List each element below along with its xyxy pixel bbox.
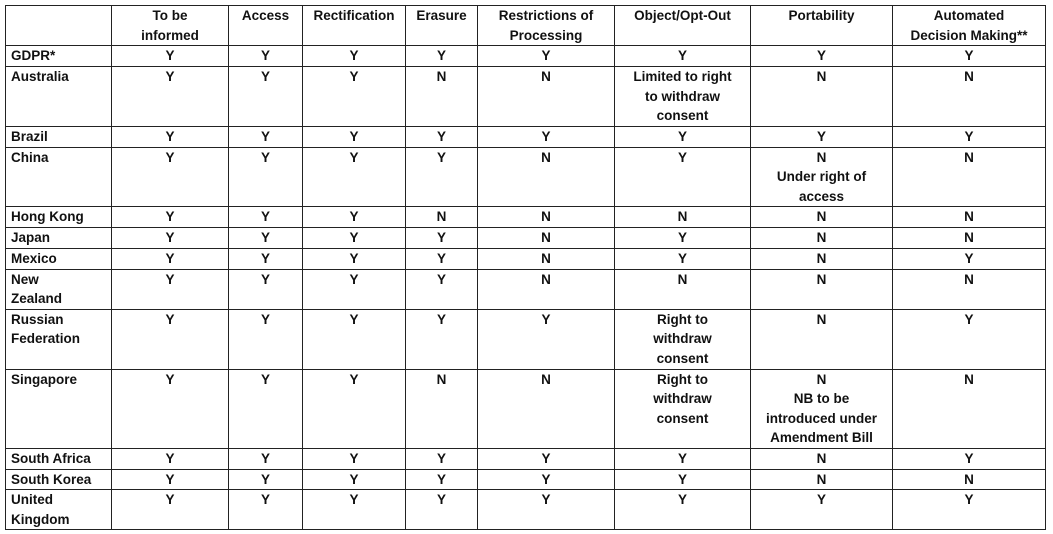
- data-rights-table: [5, 5, 1046, 530]
- cell-text-line: N: [541, 250, 551, 266]
- cell-rectification: [303, 269, 406, 309]
- country-cell: [6, 448, 112, 469]
- cell-text-line: N: [816, 271, 827, 287]
- cell-rectification: [303, 126, 406, 147]
- table-container: [5, 5, 1046, 530]
- table-row-china: [6, 147, 1046, 207]
- cell-erasure: [406, 369, 478, 448]
- cell-text-line: Y: [436, 471, 446, 487]
- cell-erasure: [406, 228, 478, 249]
- cell-text-line: Y: [349, 230, 359, 245]
- cell-text-line: Y: [165, 471, 175, 487]
- cell-portability: [751, 126, 893, 147]
- cell-restrictions: [478, 269, 615, 309]
- cell-restrictions: [478, 309, 615, 369]
- cell-text-line: N: [816, 450, 827, 466]
- cell-rectification: [303, 490, 406, 530]
- cell-erasure: [406, 67, 478, 127]
- cell-text-line: Y: [165, 149, 175, 165]
- cell-text-line: GDPR*: [11, 48, 56, 63]
- country-cell: [6, 469, 112, 490]
- cell-portability: [751, 147, 893, 207]
- cell-text-line: Brazil: [11, 128, 48, 144]
- cell-access: [229, 126, 303, 147]
- cell-erasure: [406, 269, 478, 309]
- cell-text-line: N: [816, 471, 827, 487]
- cell-automated: [893, 269, 1046, 309]
- cell-access: [229, 309, 303, 369]
- cell-text-line: Y: [349, 271, 359, 287]
- cell-rectification: [303, 228, 406, 249]
- cell-text-line: New: [11, 271, 39, 287]
- country-cell: [6, 147, 112, 207]
- cell-text-line: Federation: [11, 331, 81, 346]
- cell-text-line: Limited to right: [633, 69, 732, 84]
- cell-access: [229, 207, 303, 228]
- cell-text-line: Y: [260, 371, 270, 387]
- cell-restrictions: [478, 207, 615, 228]
- cell-automated: [893, 147, 1046, 207]
- country-cell: [6, 248, 112, 269]
- cell-informed: [112, 490, 229, 530]
- table-row-australia: [6, 67, 1046, 127]
- cell-informed: [112, 269, 229, 309]
- cell-restrictions: [478, 490, 615, 530]
- country-cell: [6, 309, 112, 369]
- cell-restrictions: [478, 228, 615, 249]
- cell-text-line: Y: [436, 149, 446, 165]
- cell-text-line: Y: [349, 471, 359, 487]
- cell-informed: [112, 67, 229, 127]
- cell-access: [229, 248, 303, 269]
- cell-text-line: Y: [436, 48, 446, 63]
- cell-automated: [893, 309, 1046, 369]
- cell-text-line: Y: [260, 69, 270, 84]
- cell-informed: [112, 248, 229, 269]
- cell-text-line: Y: [964, 48, 974, 63]
- cell-text-line: Under right of: [776, 169, 867, 184]
- cell-object: [615, 309, 751, 369]
- cell-text-line: Y: [349, 128, 359, 144]
- cell-text-line: N: [436, 371, 447, 387]
- cell-text-line: Y: [541, 471, 551, 487]
- cell-restrictions: [478, 126, 615, 147]
- cell-text-line: Y: [349, 69, 359, 84]
- cell-informed: [112, 448, 229, 469]
- cell-rectification: [303, 309, 406, 369]
- cell-text-line: N: [816, 250, 827, 266]
- country-cell: [6, 126, 112, 147]
- cell-text-line: Y: [436, 230, 446, 245]
- cell-text-line: Y: [677, 492, 687, 507]
- cell-text-line: N: [964, 69, 974, 84]
- column-header-erasure: [406, 6, 478, 46]
- cell-text-line: introduced under: [766, 410, 877, 426]
- cell-text-line: N: [541, 230, 551, 245]
- cell-text-line: Singapore: [11, 371, 78, 387]
- cell-text-line: China: [11, 149, 49, 165]
- cell-text-line: Processing: [509, 27, 583, 43]
- cell-rectification: [303, 469, 406, 490]
- cell-text-line: Y: [964, 450, 974, 466]
- cell-automated: [893, 448, 1046, 469]
- cell-text-line: Y: [436, 311, 446, 327]
- cell-text-line: Y: [541, 48, 551, 63]
- cell-text-line: informed: [141, 27, 199, 43]
- cell-rectification: [303, 147, 406, 207]
- cell-text-line: Right to: [657, 311, 708, 327]
- cell-text-line: access: [798, 188, 845, 204]
- cell-text-line: Y: [165, 250, 175, 266]
- country-cell: [6, 207, 112, 228]
- cell-informed: [112, 126, 229, 147]
- cell-text-line: N: [436, 209, 447, 224]
- cell-text-line: Y: [541, 492, 551, 507]
- cell-access: [229, 469, 303, 490]
- table-row-brazil: [6, 126, 1046, 147]
- cell-text-line: Y: [677, 48, 687, 63]
- table-row-south-korea: [6, 469, 1046, 490]
- cell-text-line: Y: [260, 450, 270, 466]
- cell-text-line: consent: [656, 108, 709, 123]
- table-row-russian-federation: [6, 309, 1046, 369]
- cell-text-line: Access: [241, 8, 290, 23]
- table-row-hong-kong: [6, 207, 1046, 228]
- cell-portability: [751, 309, 893, 369]
- cell-text-line: Y: [541, 311, 551, 327]
- cell-text-line: Y: [165, 48, 175, 63]
- cell-text-line: N: [541, 271, 551, 287]
- cell-text-line: Australia: [11, 69, 69, 84]
- cell-text-line: N: [964, 371, 974, 387]
- cell-erasure: [406, 309, 478, 369]
- table-row-united-kingdom: [6, 490, 1046, 530]
- cell-text-line: Y: [165, 311, 175, 327]
- cell-text-line: Y: [677, 250, 687, 266]
- cell-text-line: Y: [964, 311, 974, 327]
- cell-erasure: [406, 448, 478, 469]
- cell-text-line: N: [964, 209, 974, 224]
- cell-automated: [893, 228, 1046, 249]
- cell-restrictions: [478, 147, 615, 207]
- cell-text-line: Y: [260, 230, 270, 245]
- cell-text-line: consent: [656, 410, 709, 426]
- cell-text-line: Y: [677, 450, 687, 466]
- cell-restrictions: [478, 46, 615, 67]
- cell-access: [229, 448, 303, 469]
- cell-informed: [112, 46, 229, 67]
- cell-text-line: Y: [165, 450, 175, 466]
- cell-portability: [751, 448, 893, 469]
- cell-portability: [751, 369, 893, 448]
- cell-rectification: [303, 369, 406, 448]
- cell-text-line: Y: [964, 128, 974, 144]
- cell-text-line: Y: [349, 311, 359, 327]
- country-cell: [6, 46, 112, 67]
- column-header-access: [229, 6, 303, 46]
- cell-text-line: Y: [816, 492, 826, 507]
- cell-rectification: [303, 207, 406, 228]
- cell-text-line: Y: [260, 48, 270, 63]
- cell-text-line: Y: [260, 492, 270, 507]
- cell-restrictions: [478, 369, 615, 448]
- cell-text-line: N: [964, 471, 974, 487]
- column-header-country: [6, 6, 112, 46]
- cell-text-line: Y: [260, 128, 270, 144]
- cell-text-line: Y: [260, 471, 270, 487]
- cell-text-line: Y: [677, 128, 687, 144]
- cell-text-line: Y: [541, 128, 551, 144]
- table-row-mexico: [6, 248, 1046, 269]
- column-header-portability: [751, 6, 893, 46]
- cell-text-line: Y: [677, 149, 687, 165]
- cell-text-line: Mexico: [11, 250, 57, 266]
- cell-portability: [751, 228, 893, 249]
- table-row-singapore: [6, 369, 1046, 448]
- cell-text-line: N: [816, 149, 827, 165]
- cell-text-line: N: [541, 209, 551, 224]
- cell-text-line: Russian: [11, 311, 64, 327]
- cell-text-line: Portability: [788, 8, 855, 23]
- cell-text-line: Y: [436, 492, 446, 507]
- cell-text-line: Erasure: [416, 8, 467, 23]
- country-cell: [6, 369, 112, 448]
- cell-access: [229, 67, 303, 127]
- cell-text-line: Y: [349, 250, 359, 266]
- cell-text-line: N: [816, 311, 827, 327]
- cell-restrictions: [478, 469, 615, 490]
- cell-text-line: Y: [436, 271, 446, 287]
- cell-text-line: N: [541, 149, 551, 165]
- cell-text-line: withdraw: [653, 331, 712, 346]
- cell-text-line: Y: [677, 230, 687, 245]
- cell-automated: [893, 207, 1046, 228]
- table-body: [6, 46, 1046, 530]
- cell-automated: [893, 126, 1046, 147]
- table-row-japan: [6, 228, 1046, 249]
- cell-text-line: Y: [260, 311, 270, 327]
- cell-text-line: To be: [152, 8, 188, 23]
- cell-text-line: Restrictions of: [498, 8, 594, 23]
- cell-access: [229, 228, 303, 249]
- cell-text-line: Decision Making**: [910, 27, 1028, 43]
- cell-informed: [112, 369, 229, 448]
- cell-text-line: Y: [165, 69, 175, 84]
- cell-restrictions: [478, 248, 615, 269]
- cell-text-line: Y: [260, 149, 270, 165]
- cell-object: [615, 207, 751, 228]
- cell-restrictions: [478, 67, 615, 127]
- country-cell: [6, 269, 112, 309]
- cell-text-line: United: [11, 492, 53, 507]
- column-header-informed: [112, 6, 229, 46]
- cell-text-line: Y: [349, 492, 359, 507]
- cell-text-line: N: [964, 271, 974, 287]
- cell-portability: [751, 469, 893, 490]
- cell-text-line: N: [541, 69, 551, 84]
- cell-text-line: N: [436, 69, 447, 84]
- cell-text-line: Y: [165, 492, 175, 507]
- cell-portability: [751, 46, 893, 67]
- cell-restrictions: [478, 448, 615, 469]
- cell-erasure: [406, 126, 478, 147]
- cell-text-line: Object/Opt-Out: [634, 8, 731, 23]
- cell-text-line: N: [541, 371, 551, 387]
- cell-portability: [751, 248, 893, 269]
- cell-text-line: N: [677, 271, 688, 287]
- cell-erasure: [406, 46, 478, 67]
- cell-text-line: Y: [165, 209, 175, 224]
- cell-text-line: N: [816, 209, 827, 224]
- cell-rectification: [303, 248, 406, 269]
- cell-text-line: Zealand: [11, 291, 63, 306]
- cell-object: [615, 248, 751, 269]
- cell-erasure: [406, 207, 478, 228]
- cell-object: [615, 369, 751, 448]
- cell-text-line: N: [816, 69, 827, 84]
- cell-text-line: Y: [349, 209, 359, 224]
- cell-automated: [893, 490, 1046, 530]
- cell-object: [615, 448, 751, 469]
- cell-text-line: Y: [816, 128, 826, 144]
- cell-text-line: Rectification: [313, 8, 395, 23]
- cell-text-line: N: [816, 230, 827, 245]
- cell-text-line: NB to be: [793, 391, 850, 406]
- cell-text-line: Y: [260, 209, 270, 224]
- cell-text-line: Y: [436, 250, 446, 266]
- cell-text-line: N: [964, 149, 974, 165]
- cell-access: [229, 147, 303, 207]
- cell-text-line: Y: [165, 128, 175, 144]
- column-header-object: [615, 6, 751, 46]
- cell-text-line: Y: [349, 450, 359, 466]
- cell-object: [615, 490, 751, 530]
- cell-erasure: [406, 147, 478, 207]
- cell-automated: [893, 469, 1046, 490]
- cell-object: [615, 67, 751, 127]
- cell-text-line: Amendment Bill: [770, 430, 873, 445]
- cell-automated: [893, 67, 1046, 127]
- cell-automated: [893, 369, 1046, 448]
- cell-text-line: Y: [349, 48, 359, 63]
- cell-informed: [112, 469, 229, 490]
- cell-access: [229, 46, 303, 67]
- cell-text-line: N: [964, 230, 974, 245]
- table-row-new-zealand: [6, 269, 1046, 309]
- cell-text-line: Y: [816, 48, 826, 63]
- cell-text-line: Right to: [657, 371, 708, 387]
- cell-portability: [751, 67, 893, 127]
- cell-access: [229, 269, 303, 309]
- cell-text-line: Y: [677, 471, 687, 487]
- cell-rectification: [303, 67, 406, 127]
- cell-text-line: Y: [541, 450, 551, 466]
- column-header-automated: [893, 6, 1046, 46]
- cell-text-line: N: [816, 371, 827, 387]
- cell-automated: [893, 248, 1046, 269]
- cell-rectification: [303, 46, 406, 67]
- cell-portability: [751, 207, 893, 228]
- cell-automated: [893, 46, 1046, 67]
- cell-text-line: Y: [260, 271, 270, 287]
- cell-text-line: South Korea: [11, 471, 92, 487]
- cell-access: [229, 369, 303, 448]
- table-row-south-africa: [6, 448, 1046, 469]
- cell-erasure: [406, 248, 478, 269]
- cell-text-line: Y: [964, 492, 974, 507]
- cell-informed: [112, 147, 229, 207]
- cell-rectification: [303, 448, 406, 469]
- cell-informed: [112, 228, 229, 249]
- cell-text-line: to withdraw: [645, 88, 720, 104]
- cell-text-line: Y: [165, 371, 175, 387]
- cell-informed: [112, 207, 229, 228]
- cell-text-line: Kingdom: [11, 511, 70, 527]
- cell-object: [615, 228, 751, 249]
- cell-text-line: Y: [165, 230, 175, 245]
- cell-text-line: Y: [436, 450, 446, 466]
- cell-text-line: Y: [260, 250, 270, 266]
- cell-object: [615, 269, 751, 309]
- cell-text-line: Hong Kong: [11, 209, 84, 224]
- table-row-gdpr: [6, 46, 1046, 67]
- cell-text-line: South Africa: [11, 450, 91, 466]
- cell-text-line: N: [677, 209, 688, 224]
- cell-text-line: withdraw: [653, 391, 712, 406]
- cell-text-line: Japan: [11, 230, 51, 245]
- country-cell: [6, 67, 112, 127]
- cell-object: [615, 46, 751, 67]
- cell-access: [229, 490, 303, 530]
- table-header: [6, 6, 1046, 46]
- cell-text-line: consent: [656, 350, 709, 366]
- cell-portability: [751, 490, 893, 530]
- column-header-rectification: [303, 6, 406, 46]
- cell-text-line: Y: [165, 271, 175, 287]
- cell-object: [615, 126, 751, 147]
- cell-erasure: [406, 469, 478, 490]
- cell-portability: [751, 269, 893, 309]
- cell-text-line: Y: [349, 371, 359, 387]
- cell-text-line: Y: [436, 128, 446, 144]
- header-row: [6, 6, 1046, 46]
- country-cell: [6, 228, 112, 249]
- cell-text-line: Automated: [933, 8, 1005, 23]
- cell-object: [615, 147, 751, 207]
- country-cell: [6, 490, 112, 530]
- column-header-restrictions: [478, 6, 615, 46]
- cell-erasure: [406, 490, 478, 530]
- cell-text-line: Y: [349, 149, 359, 165]
- cell-object: [615, 469, 751, 490]
- cell-text-line: Y: [964, 250, 974, 266]
- cell-informed: [112, 309, 229, 369]
